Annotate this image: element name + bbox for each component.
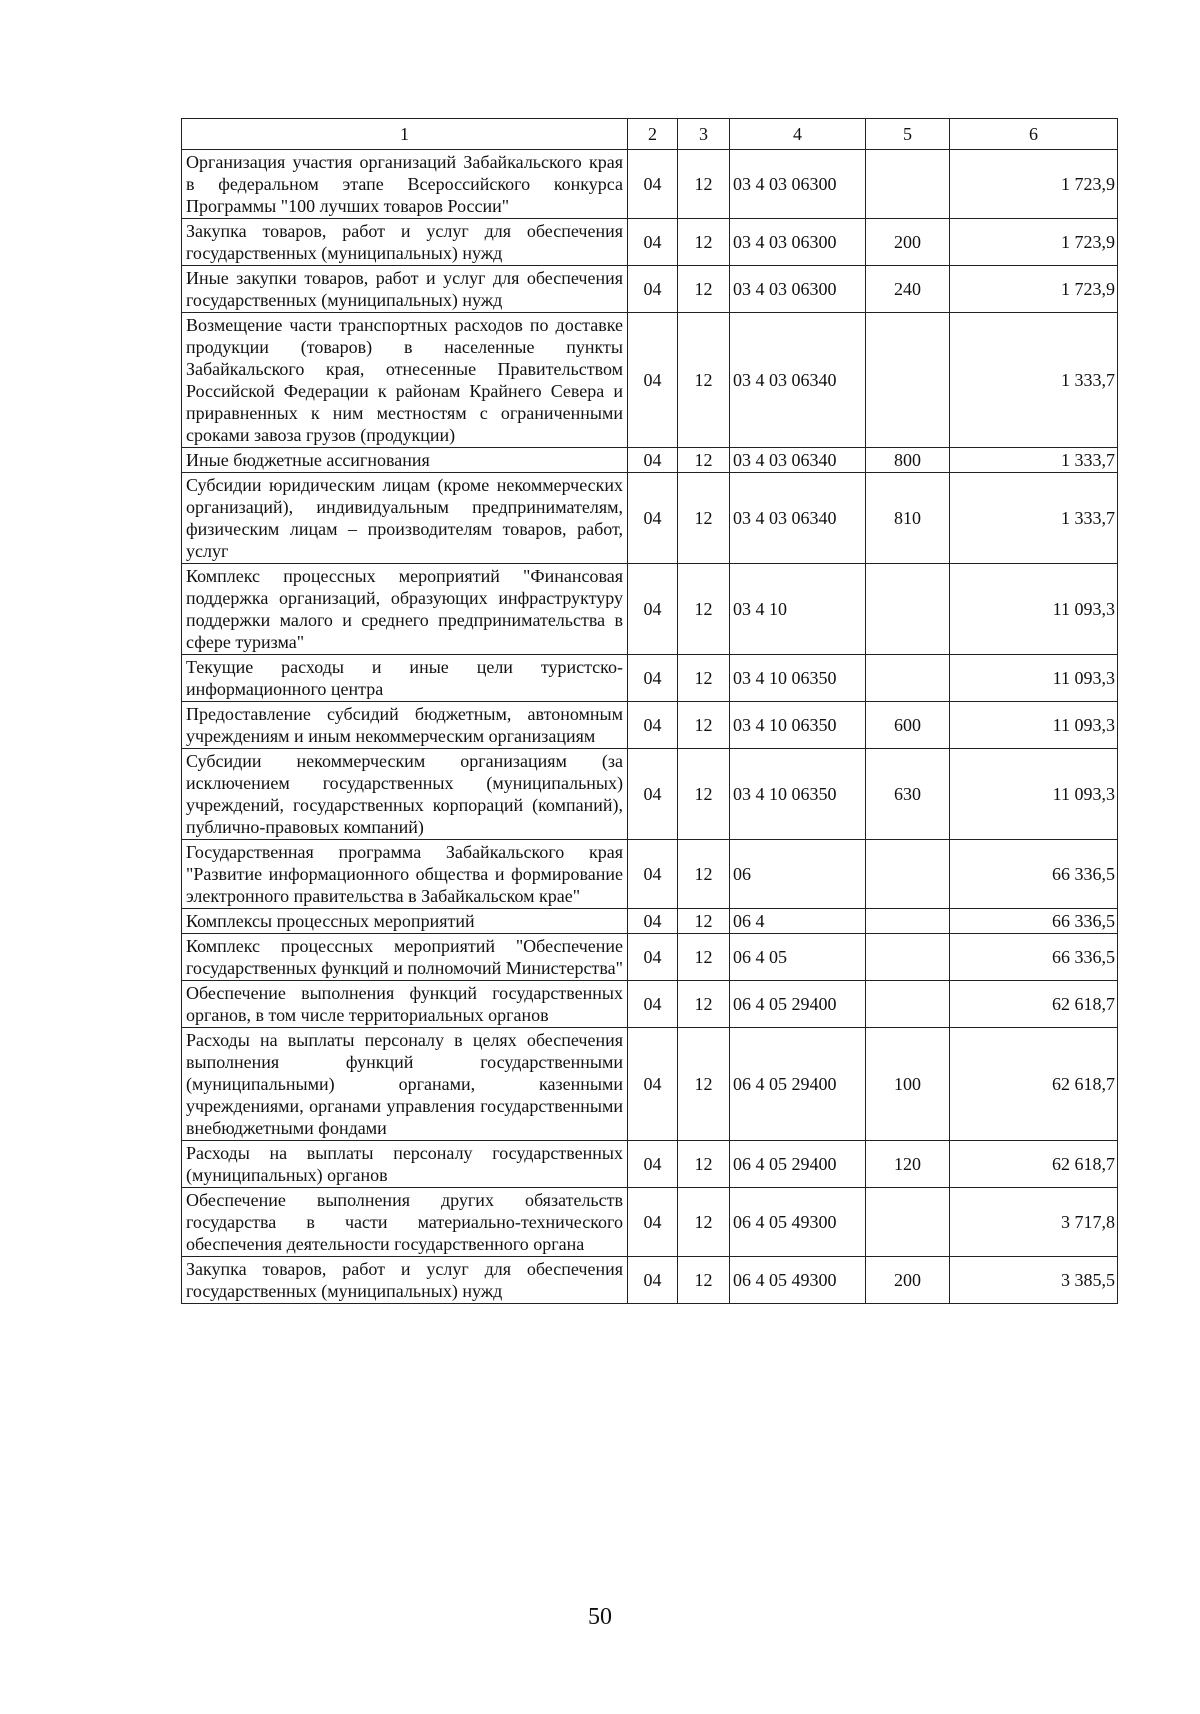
row-amount: 66 336,5	[950, 840, 1118, 909]
row-section: 04	[628, 840, 678, 909]
row-subsection: 12	[678, 840, 730, 909]
header-col-5: 5	[866, 119, 950, 150]
row-amount: 11 093,3	[950, 655, 1118, 702]
row-amount: 62 618,7	[950, 1028, 1118, 1141]
row-expense-type	[866, 981, 950, 1028]
row-expense-type: 240	[866, 266, 950, 313]
header-col-4: 4	[730, 119, 866, 150]
row-subsection: 12	[678, 749, 730, 840]
row-name: Иные бюджетные ассигнования	[182, 448, 628, 473]
table-row	[182, 448, 1118, 473]
row-name: Текущие расходы и иные цели туристско-информационного центра	[182, 655, 628, 702]
table-row	[182, 313, 1118, 448]
table-row	[182, 702, 1118, 749]
row-amount: 1 333,7	[950, 473, 1118, 564]
header-col-2: 2	[628, 119, 678, 150]
row-name: Комплексы процессных мероприятий	[182, 909, 628, 934]
row-expense-type: 200	[866, 219, 950, 266]
table-row	[182, 749, 1118, 840]
row-target-code: 03 4 10 06350	[730, 749, 866, 840]
row-amount: 1 333,7	[950, 313, 1118, 448]
row-subsection: 12	[678, 1257, 730, 1304]
row-name: Закупка товаров, работ и услуг для обеспечения государственных (муниципальных) нужд	[182, 1257, 628, 1304]
budget-table	[181, 118, 1118, 1304]
row-amount: 66 336,5	[950, 934, 1118, 981]
row-amount: 11 093,3	[950, 749, 1118, 840]
row-amount: 1 723,9	[950, 219, 1118, 266]
row-name: Расходы на выплаты персоналу в целях обеспечения выполнения функций государственными (муниципальными) органами, казенными учреждениями, органами управления государственными внебюджетными фондами	[182, 1028, 628, 1141]
row-expense-type	[866, 909, 950, 934]
row-section: 04	[628, 564, 678, 655]
row-expense-type	[866, 313, 950, 448]
row-subsection: 12	[678, 473, 730, 564]
row-name: Обеспечение выполнения функций государственных органов, в том числе территориальных органов	[182, 981, 628, 1028]
row-expense-type: 630	[866, 749, 950, 840]
row-subsection: 12	[678, 313, 730, 448]
row-name: Расходы на выплаты персоналу государственных (муниципальных) органов	[182, 1141, 628, 1188]
row-expense-type	[866, 564, 950, 655]
row-section: 04	[628, 981, 678, 1028]
row-section: 04	[628, 313, 678, 448]
row-target-code: 06 4 05	[730, 934, 866, 981]
table-row	[182, 981, 1118, 1028]
page-number: 50	[588, 1604, 612, 1630]
row-target-code: 06 4 05 29400	[730, 1028, 866, 1141]
row-amount: 66 336,5	[950, 909, 1118, 934]
row-target-code: 03 4 03 06300	[730, 219, 866, 266]
row-expense-type: 800	[866, 448, 950, 473]
row-target-code: 06 4 05 49300	[730, 1188, 866, 1257]
row-amount: 1 723,9	[950, 266, 1118, 313]
row-amount: 62 618,7	[950, 1141, 1118, 1188]
row-expense-type: 200	[866, 1257, 950, 1304]
row-expense-type	[866, 1188, 950, 1257]
row-subsection: 12	[678, 934, 730, 981]
row-name: Субсидии некоммерческим организациям (за исключением государственных (муниципальных) учреждений, государственных корпораций (компаний), публично-правовых компаний)	[182, 749, 628, 840]
row-target-code: 06 4 05 29400	[730, 981, 866, 1028]
row-section: 04	[628, 1188, 678, 1257]
row-target-code: 03 4 10 06350	[730, 655, 866, 702]
table-row	[182, 1257, 1118, 1304]
row-section: 04	[628, 934, 678, 981]
row-amount: 11 093,3	[950, 702, 1118, 749]
header-col-6: 6	[950, 119, 1118, 150]
row-expense-type: 100	[866, 1028, 950, 1141]
table-row	[182, 840, 1118, 909]
row-amount: 62 618,7	[950, 981, 1118, 1028]
row-subsection: 12	[678, 219, 730, 266]
table-row	[182, 1028, 1118, 1141]
row-name: Иные закупки товаров, работ и услуг для обеспечения государственных (муниципальных) нужд	[182, 266, 628, 313]
row-section: 04	[628, 1257, 678, 1304]
row-section: 04	[628, 749, 678, 840]
header-col-3: 3	[678, 119, 730, 150]
row-name: Комплекс процессных мероприятий "Финансовая поддержка организаций, образующих инфраструктуру поддержки малого и среднего предпринимательства в сфере туризма"	[182, 564, 628, 655]
table-row	[182, 266, 1118, 313]
row-target-code: 06	[730, 840, 866, 909]
row-expense-type: 810	[866, 473, 950, 564]
row-subsection: 12	[678, 150, 730, 219]
row-amount: 1 723,9	[950, 150, 1118, 219]
row-target-code: 06 4	[730, 909, 866, 934]
row-section: 04	[628, 1141, 678, 1188]
row-amount: 3 385,5	[950, 1257, 1118, 1304]
row-target-code: 03 4 03 06340	[730, 473, 866, 564]
row-expense-type	[866, 150, 950, 219]
row-name: Возмещение части транспортных расходов по доставке продукции (товаров) в населенные пункты Забайкальского края, отнесенные Правительством Российской Федерации к районам Крайнего Севера и приравненных к ним местностям с ограниченными сроками завоза грузов (продукции)	[182, 313, 628, 448]
row-expense-type: 600	[866, 702, 950, 749]
row-section: 04	[628, 702, 678, 749]
table-row	[182, 219, 1118, 266]
row-section: 04	[628, 655, 678, 702]
table-row	[182, 473, 1118, 564]
row-section: 04	[628, 909, 678, 934]
row-section: 04	[628, 1028, 678, 1141]
row-name: Обеспечение выполнения других обязательств государства в части материально-технического обеспечения деятельности государственного органа	[182, 1188, 628, 1257]
header-col-1: 1	[182, 119, 628, 150]
row-name: Предоставление субсидий бюджетным, автономным учреждениям и иным некоммерческим организациям	[182, 702, 628, 749]
row-target-code: 06 4 05 49300	[730, 1257, 866, 1304]
row-section: 04	[628, 266, 678, 313]
table-row	[182, 909, 1118, 934]
row-expense-type	[866, 655, 950, 702]
row-name: Субсидии юридическим лицам (кроме некоммерческих организаций), индивидуальным предпринимателям, физическим лицам – производителям товаров, работ, услуг	[182, 473, 628, 564]
row-subsection: 12	[678, 981, 730, 1028]
row-subsection: 12	[678, 1188, 730, 1257]
row-target-code: 03 4 10	[730, 564, 866, 655]
row-name: Комплекс процессных мероприятий "Обеспечение государственных функций и полномочий Министерства"	[182, 934, 628, 981]
table-row	[182, 150, 1118, 219]
row-section: 04	[628, 219, 678, 266]
row-target-code: 03 4 03 06300	[730, 150, 866, 219]
table-row	[182, 1141, 1118, 1188]
row-target-code: 03 4 10 06350	[730, 702, 866, 749]
row-amount: 1 333,7	[950, 448, 1118, 473]
row-name: Государственная программа Забайкальского края "Развитие информационного общества и формирование электронного правительства в Забайкальском крае"	[182, 840, 628, 909]
table-row	[182, 1188, 1118, 1257]
row-name: Организация участия организаций Забайкальского края в федеральном этапе Всероссийского конкурса Программы "100 лучших товаров России"	[182, 150, 628, 219]
row-amount: 3 717,8	[950, 1188, 1118, 1257]
row-subsection: 12	[678, 266, 730, 313]
row-name: Закупка товаров, работ и услуг для обеспечения государственных (муниципальных) нужд	[182, 219, 628, 266]
table-row	[182, 655, 1118, 702]
row-section: 04	[628, 473, 678, 564]
row-expense-type: 120	[866, 1141, 950, 1188]
row-subsection: 12	[678, 1028, 730, 1141]
row-expense-type	[866, 840, 950, 909]
row-expense-type	[866, 934, 950, 981]
row-subsection: 12	[678, 564, 730, 655]
table-row	[182, 564, 1118, 655]
row-subsection: 12	[678, 702, 730, 749]
row-subsection: 12	[678, 909, 730, 934]
header-row	[182, 119, 1118, 150]
row-target-code: 06 4 05 29400	[730, 1141, 866, 1188]
row-subsection: 12	[678, 655, 730, 702]
row-amount: 11 093,3	[950, 564, 1118, 655]
row-target-code: 03 4 03 06340	[730, 448, 866, 473]
row-subsection: 12	[678, 448, 730, 473]
row-section: 04	[628, 448, 678, 473]
table-row	[182, 934, 1118, 981]
row-subsection: 12	[678, 1141, 730, 1188]
row-section: 04	[628, 150, 678, 219]
row-target-code: 03 4 03 06340	[730, 313, 866, 448]
row-target-code: 03 4 03 06300	[730, 266, 866, 313]
